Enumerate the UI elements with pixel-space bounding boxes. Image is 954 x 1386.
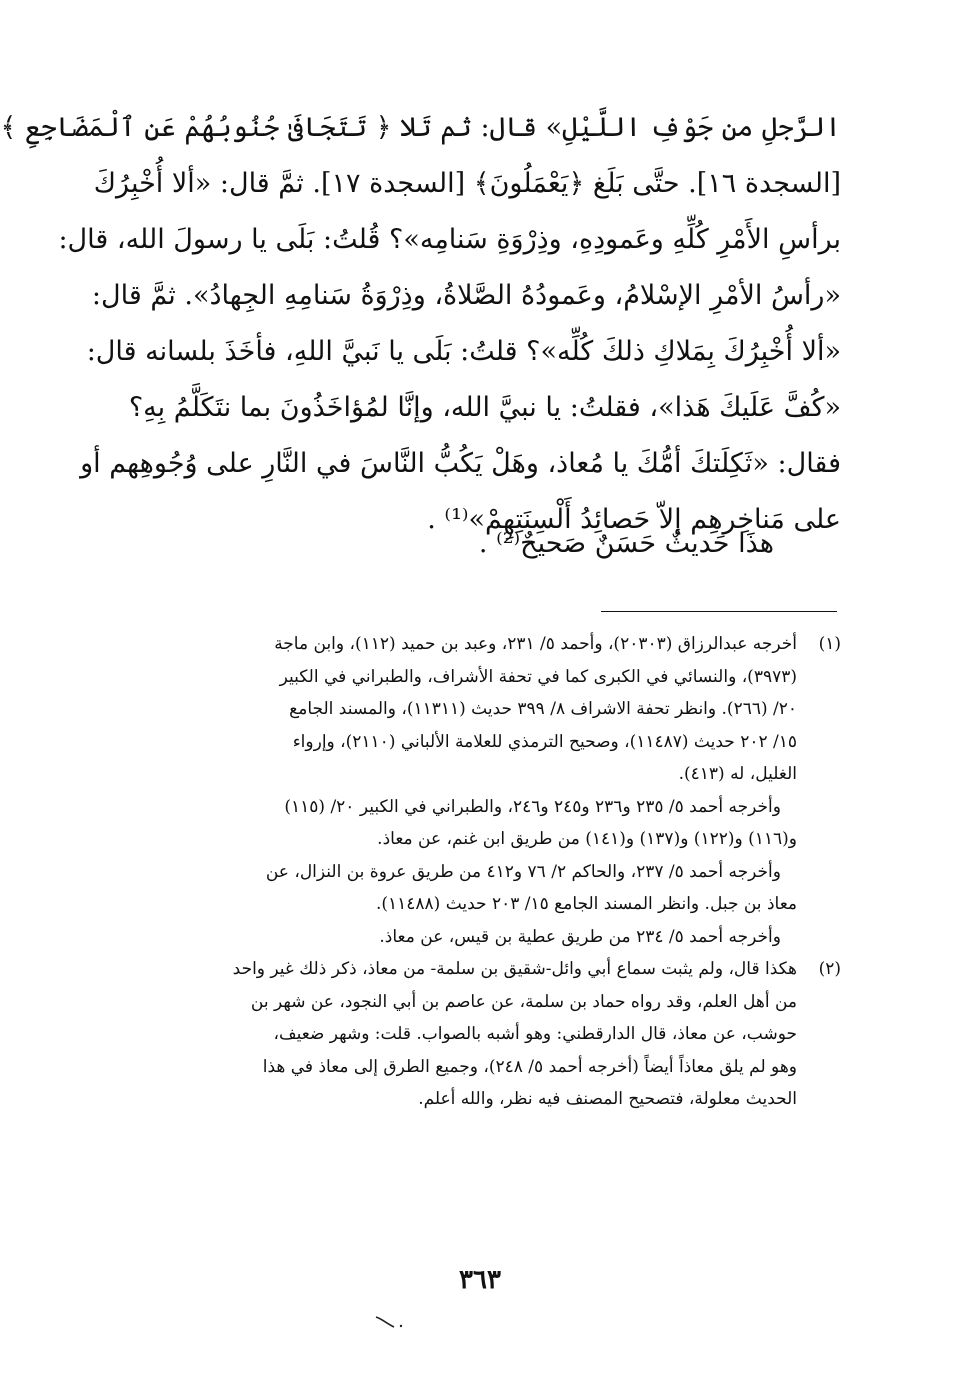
- footnote-line: ١٥/ ٢٠٢ حديث (١١٤٨٧)، وصحيح الترمذي للعلامة الألباني (٢١١٠)، وإرواء: [292, 731, 797, 752]
- scan-mark-icon: [374, 1314, 404, 1330]
- main-text-line: الرَّجلِ من جَوْفِ اللَّيْلِ» قال: ثم تَلا ﴿ تَتَجَافَىٰ جُنُوبُهُمْ عَنِ ٱلْمَضَاجِعِ ﴾: [0, 112, 841, 143]
- footnote-line: من أهل العلم، وقد رواه حماد بن سلمة، عن عاصم بن أبي النجود، عن شهر بن: [250, 991, 797, 1012]
- footnote-line: وأخرجه أحمد ٥/ ٢٣٤ من طريق عطية بن قيس، عن معاذ.: [379, 926, 781, 947]
- footnote-line: و(١١٦) و(١٢٢) و(١٣٧) و(١٤١) من طريق ابن غنم، عن معاذ.: [377, 829, 797, 849]
- footnote-separator: [601, 611, 837, 612]
- main-text-block: [0, 100, 841, 548]
- footnote-line: (٣٩٧٣)، والنسائي في الكبرى كما في تحفة الأشراف، والطبراني في الكبير: [279, 666, 797, 687]
- footnote-line: حوشب، عن معاذ، قال الدارقطني: وهو أشبه بالصواب. قلت: وشهر ضعيف،: [273, 1024, 797, 1044]
- footnote-line: [121, 628, 841, 661]
- main-text-line: «رأسُ الأمْرِ الإسْلامُ، وعَمودُهُ الصَّلاةُ، وذِرْوَةُ سَنامِهِ الجِهادُ». ثمَّ قال:: [91, 280, 841, 311]
- footnote-line: الحديث معلولة، فتصحيح المصنف فيه نظر، والله أعلم.: [418, 1089, 797, 1109]
- main-text-line: على مَناخِرهِم إلاّ حَصائِدُ أَلْسِنَتِهِمْ»⁽¹⁾ .: [427, 504, 841, 535]
- footnote-line: الغليل، له (٤١٣).: [678, 764, 797, 784]
- main-text-line: [السجدة ١٦]. حتَّى بَلَغ ﴿يَعْمَلُونَ﴾ [السجدة ١٧]. ثمَّ قال: «ألا أُخْبِرُكَ: [93, 168, 841, 199]
- footnote-line: وأخرجه أحمد ٥/ ٢٣٥ و٢٣٦ و٢٤٥ و٢٤٦، والطبراني في الكبير ٢٠/ (١١٥): [284, 796, 781, 817]
- main-text-line: فقال: «ثَكِلَتكَ أمُّكَ يا مُعاذ، وهَلْ يَكُبُّ النَّاسَ في النَّارِ على وُجُوهِهم أو: [80, 448, 841, 479]
- footnote-line: معاذ بن جبل. وانظر المسند الجامع ١٥/ ٢٠٣ حديث (١١٤٨٨).: [375, 894, 797, 914]
- footnote-line: وهو لم يلق معاذاً أيضاً (أخرجه أحمد ٥/ ٢٤٨)، وجميع الطرق إلى معاذ في هذا: [262, 1056, 797, 1077]
- footnote-text: أخرجه عبدالرزاق (٢٠٣٠٣)، وأحمد ٥/ ٢٣١، وعبد بن حميد (١١٢)، وابن ماجة: [274, 634, 797, 654]
- footnotes-block: [121, 628, 841, 1116]
- main-text-line: برأسِ الأَمْرِ كُلِّهِ وعَمودِهِ، وذِرْوَةِ سَنامِه»؟ قُلتُ: بَلَى يا رسولَ الله، قال:: [58, 224, 841, 255]
- footnote-line: ٢٠/ (٢٦٦). وانظر تحفة الاشراف ٨/ ٣٩٩ حديث (١١٣١١)، والمسند الجامع: [289, 699, 797, 719]
- footnote-number: (٢): [818, 959, 841, 979]
- main-text-line: «ألا أُخْبِرُكَ بِمَلاكِ ذلكَ كُلِّه»؟ قلتُ: بَلَى يا نَبيَّ اللهِ، فأخَذَ بلسانه قال:: [86, 336, 841, 367]
- hadith-verdict: هذَا حَديثٌ حَسَنٌ صَحيحٌ⁽²⁾ .: [478, 528, 774, 559]
- footnote-text: هكذا قال، ولم يثبت سماع أبي وائل-شقيق بن سلمة- من معاذ، ذكر ذلك غير واحد: [232, 959, 797, 979]
- page-number: ٣٦٣: [459, 1265, 501, 1295]
- main-text-line: «كُفَّ عَلَيكَ هَذا»، فقلتُ: يا نبيَّ الله، وإنَّا لمُؤاخَذُونَ بما نتَكَلَّمُ بِهِ؟: [128, 392, 841, 423]
- footnote-line: [121, 953, 841, 986]
- footnote-number: (١): [818, 634, 841, 654]
- footnote-line: وأخرجه أحمد ٥/ ٢٣٧، والحاكم ٢/ ٧٦ و٤١٢ من طريق عروة بن النزال، عن: [265, 861, 781, 882]
